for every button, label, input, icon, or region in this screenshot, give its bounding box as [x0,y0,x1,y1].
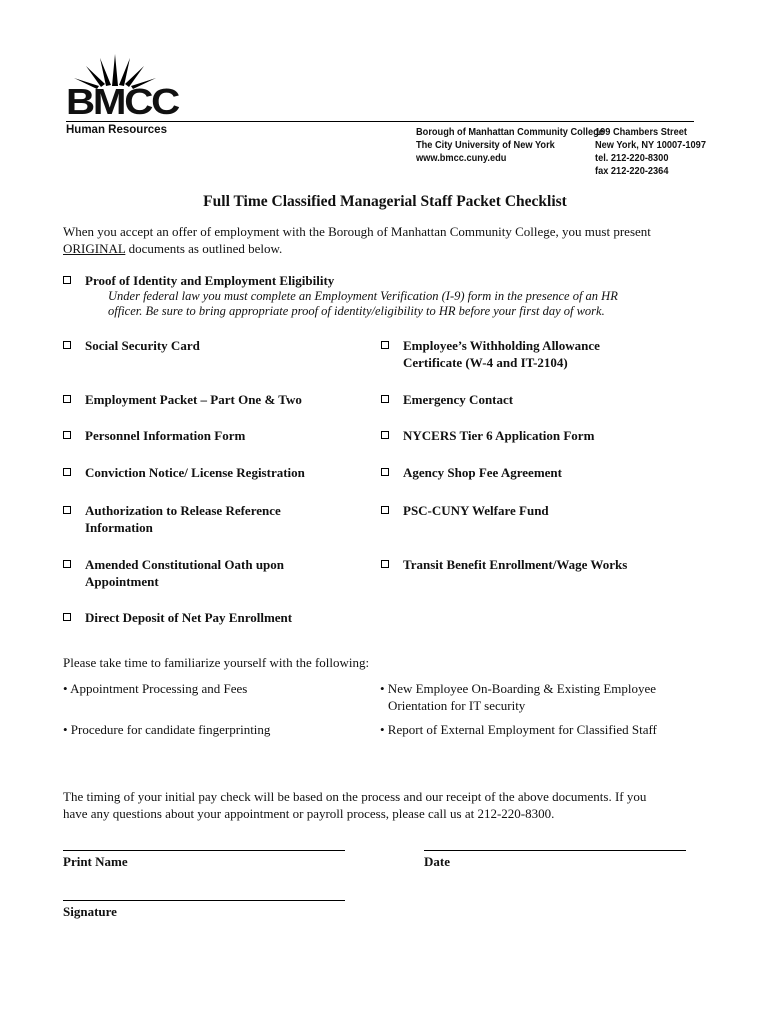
checklist-item-conviction-notice[interactable]: Conviction Notice/ License Registration [63,464,363,481]
checklist-item-transit-benefit[interactable]: Transit Benefit Enrollment/Wage Works [381,556,701,573]
checkbox-icon[interactable] [381,506,389,514]
checkbox-icon[interactable] [381,341,389,349]
print-name-label: Print Name [63,854,128,869]
college-name: Borough of Manhattan Community College [416,126,604,138]
checklist-item-withholding-allowance[interactable]: Employee’s Withholding Allowance Certificate (W-4 and IT-2104) [381,337,701,371]
college-info [416,126,604,165]
checklist-item-proof[interactable]: Proof of Identity and Employment Eligibility [63,272,723,289]
checklist-item-employment-packet[interactable]: Employment Packet – Part One & Two [63,391,363,408]
bullet-fingerprinting: • Procedure for candidate fingerprinting [63,722,271,737]
signature-label: Signature [63,904,117,919]
header-rule [66,121,694,122]
bmcc-logo-text: BMCC [66,81,178,122]
checkbox-icon[interactable] [63,276,71,284]
checklist-item-direct-deposit[interactable]: Direct Deposit of Net Pay Enrollment [63,609,363,626]
checklist-item-emergency-contact[interactable]: Emergency Contact [381,391,701,408]
university-name: The City University of New York [416,139,555,151]
intro-line-2: ORIGINAL documents as outlined below. [63,240,283,256]
checkbox-icon[interactable] [381,395,389,403]
checklist-item-agency-shop-fee[interactable]: Agency Shop Fee Agreement [381,464,701,481]
checkbox-icon[interactable] [381,468,389,476]
checkbox-icon[interactable] [381,431,389,439]
proof-note: Under federal law you must complete an Employment Verification (I-9) form in the presence of an HR officer. Be sure to bring appropriate proof of identity/eligibility to HR before your first day of work. [108,289,618,318]
print-name-line[interactable] [63,850,345,851]
checkbox-icon[interactable] [63,560,71,568]
address-block [595,126,706,178]
timing-note: The timing of your initial pay check will be based on the process and our receipt of the above documents. If you have any questions about your appointment or payroll process, please call us at 212-220-8300. [63,789,647,821]
checkbox-icon[interactable] [63,506,71,514]
checklist-item-personnel-information[interactable]: Personnel Information Form [63,427,363,444]
fax: fax 212-220-2364 [595,165,669,177]
bullet-appointment-processing: • Appointment Processing and Fees [63,681,248,696]
city-zip: New York, NY 10007-1097 [595,139,706,151]
checkbox-icon[interactable] [381,560,389,568]
checklist-item-authorization-release[interactable]: Authorization to Release Reference Information [63,502,363,536]
signature-line[interactable] [63,900,345,901]
familiarize-heading: Please take time to familiarize yourself with the following: [63,655,370,670]
checkbox-icon[interactable] [63,341,71,349]
date-label: Date [424,854,450,869]
bullet-onboarding: • New Employee On-Boarding & Existing Employee Orientation for IT security [380,681,657,713]
checkbox-icon[interactable] [63,613,71,621]
department-label: Human Resources [66,124,167,136]
page-title: Full Time Classified Managerial Staff Packet Checklist [203,193,567,210]
street: 199 Chambers Street [595,126,687,138]
checklist-item-constitutional-oath[interactable]: Amended Constitutional Oath upon Appointment [63,556,363,590]
website-link[interactable]: www.bmcc.cuny.edu [416,152,507,164]
original-emphasis: ORIGINAL [63,240,126,256]
bullet-external-employment: • Report of External Employment for Classified Staff [380,722,657,737]
intro-text [63,224,651,257]
checklist-item-nycers-tier6[interactable]: NYCERS Tier 6 Application Form [381,427,701,444]
checklist-item-psc-cuny-welfare[interactable]: PSC-CUNY Welfare Fund [381,502,701,519]
intro-line-1: When you accept an offer of employment with the Borough of Manhattan Community College, you must present [63,224,651,239]
checklist-item-social-security-card[interactable]: Social Security Card [63,337,363,371]
checkbox-icon[interactable] [63,395,71,403]
date-line[interactable] [424,850,686,851]
checkbox-icon[interactable] [63,468,71,476]
phone: tel. 212-220-8300 [595,152,669,164]
checkbox-icon[interactable] [63,431,71,439]
